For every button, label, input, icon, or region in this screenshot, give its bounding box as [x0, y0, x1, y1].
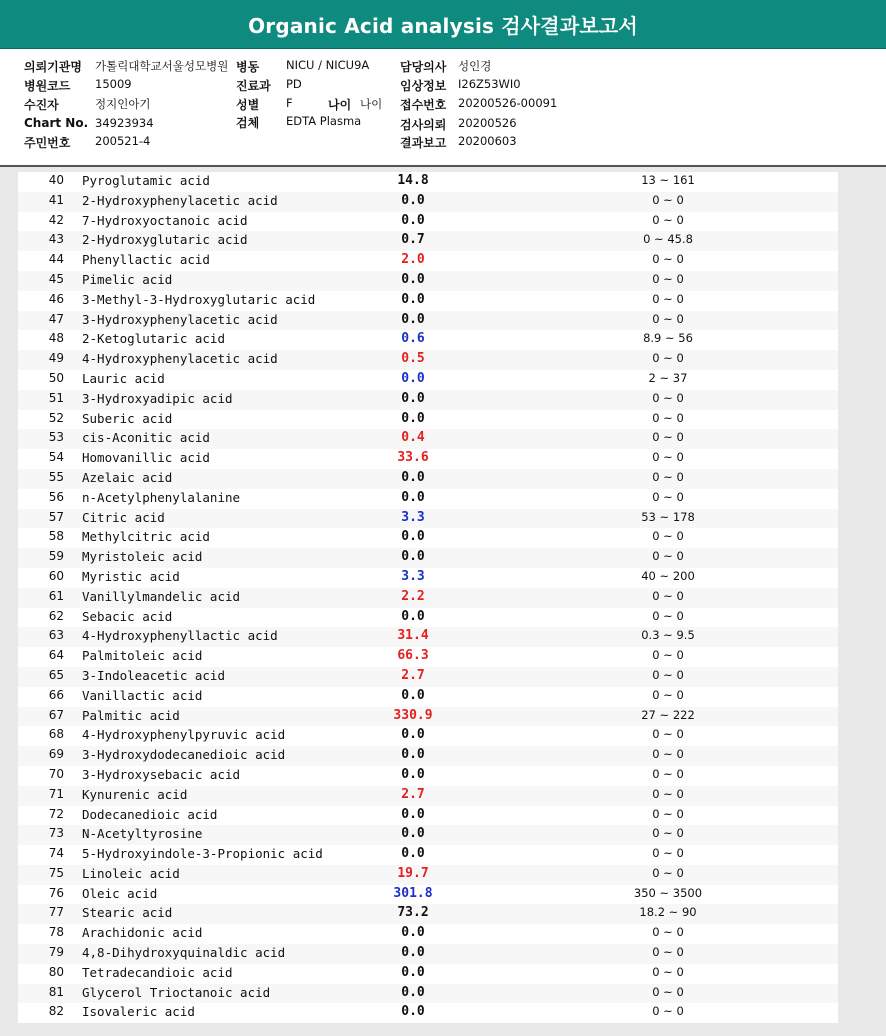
- result-value: 0.0: [401, 311, 425, 327]
- row-number: 77: [48, 905, 64, 920]
- specimen-value: EDTA Plasma: [286, 114, 362, 128]
- reference-range: 0 ~ 0: [652, 826, 684, 841]
- reference-range: 0 ~ 0: [652, 925, 684, 940]
- doctor-value: 성인경: [458, 59, 492, 73]
- chart-label: Chart No.: [24, 116, 89, 130]
- analyte-name: 4-Hydroxyphenylpyruvic acid: [82, 727, 286, 743]
- analyte-name: Linoleic acid: [82, 865, 180, 881]
- analyte-name: n-Acetylphenylalanine: [82, 489, 241, 505]
- reference-range: 0 ~ 0: [652, 984, 684, 999]
- analyte-name: 7-Hydroxyoctanoic acid: [82, 212, 248, 228]
- reference-range: 0 ~ 0: [652, 252, 684, 267]
- analyte-name: Glycerol Trioctanoic acid: [82, 984, 271, 1000]
- analyte-name: 3-Hydroxydodecanedioic acid: [82, 747, 286, 763]
- reference-range: 0 ~ 0: [652, 291, 684, 306]
- row-number: 76: [48, 885, 64, 900]
- row-number: 51: [48, 390, 64, 405]
- result-value: 0.0: [401, 984, 425, 1000]
- report-header: [0, 0, 886, 49]
- row-number: 56: [48, 489, 64, 504]
- result-value: 0.0: [401, 964, 425, 980]
- analyte-name: N-Acetyltyrosine: [82, 826, 203, 842]
- table-row: [18, 390, 838, 410]
- doctor-label: 담당의사: [400, 60, 447, 74]
- row-number: 62: [48, 608, 64, 623]
- hospital-code-value: 15009: [95, 77, 132, 91]
- row-number: 41: [48, 192, 64, 207]
- analyte-name: Pyroglutamic acid: [82, 173, 210, 188]
- analyte-name: cis-Aconitic acid: [82, 430, 210, 446]
- table-row: [18, 865, 838, 885]
- row-number: 42: [48, 212, 64, 227]
- row-number: 79: [48, 945, 64, 960]
- table-row: [18, 885, 838, 905]
- table-row: [18, 192, 838, 212]
- table-row: [18, 726, 838, 746]
- reference-range: 0 ~ 0: [652, 469, 684, 484]
- row-number: 66: [48, 687, 64, 702]
- analyte-name: Arachidonic acid: [82, 925, 203, 941]
- resident-label: 주민번호: [24, 136, 71, 150]
- table-row: [18, 172, 838, 192]
- table-row: [18, 469, 838, 489]
- specimen-label: 검체: [236, 116, 260, 130]
- result-value: 0.0: [401, 489, 425, 505]
- result-value: 31.4: [397, 628, 429, 644]
- result-value: 0.0: [401, 945, 425, 961]
- ward-value: NICU / NICU9A: [286, 58, 370, 72]
- table-row: [18, 647, 838, 667]
- row-number: 60: [48, 568, 64, 583]
- analyte-name: Methylcitric acid: [82, 529, 210, 545]
- reference-range: 0 ~ 0: [652, 608, 684, 623]
- analyte-name: Phenyllactic acid: [82, 252, 210, 268]
- table-row: [18, 350, 838, 370]
- result-value: 0.0: [401, 806, 425, 822]
- result-value: 19.7: [397, 865, 429, 881]
- row-number: 65: [48, 667, 64, 682]
- reference-range: 0 ~ 0: [652, 766, 684, 781]
- table-row: [18, 548, 838, 568]
- reference-range: 350 ~ 3500: [633, 885, 703, 900]
- analyte-name: 3-Hydroxysebacic acid: [82, 766, 241, 782]
- result-value: 2.7: [401, 667, 425, 683]
- table-row: [18, 1003, 838, 1023]
- row-number: 69: [48, 747, 64, 762]
- row-number: 63: [48, 628, 64, 643]
- sex-value: F: [286, 96, 293, 110]
- table-row: [18, 528, 838, 548]
- result-value: 0.0: [401, 192, 425, 208]
- analyte-name: 4-Hydroxyphenylacetic acid: [82, 351, 278, 367]
- analyte-name: Palmitoleic acid: [82, 648, 203, 664]
- reference-range: 0 ~ 0: [652, 410, 684, 425]
- reference-range: 0 ~ 0: [652, 351, 684, 366]
- row-number: 48: [48, 331, 64, 346]
- reference-range: 0 ~ 0: [652, 549, 684, 564]
- hospital-code-label: 병원코드: [24, 79, 71, 93]
- table-row: [18, 231, 838, 251]
- reference-range: 0.3 ~ 9.5: [641, 628, 695, 643]
- reference-range: 0 ~ 0: [652, 687, 684, 702]
- row-number: 81: [48, 984, 64, 999]
- analyte-name: Suberic acid: [82, 410, 173, 426]
- row-number: 50: [48, 370, 64, 385]
- result-value: 0.0: [401, 410, 425, 426]
- department-label: 진료과: [236, 79, 271, 93]
- row-number: 40: [48, 173, 64, 187]
- result-value: 330.9: [393, 707, 433, 723]
- result-value: 0.0: [401, 727, 425, 743]
- accession-value: 20200526-00091: [458, 96, 558, 110]
- analyte-name: Isovaleric acid: [82, 1004, 195, 1020]
- analyte-name: Homovanillic acid: [82, 450, 210, 466]
- result-value: 0.5: [401, 351, 425, 367]
- reference-range: 0 ~ 0: [652, 529, 684, 544]
- resident-value: 200521-4: [95, 134, 151, 148]
- result-value: 66.3: [397, 648, 429, 664]
- reference-range: 0 ~ 0: [652, 964, 684, 979]
- result-value: 3.3: [401, 509, 425, 525]
- recipient-value: 정지인아기: [95, 97, 151, 111]
- age-label: 나이: [328, 98, 352, 112]
- table-row: [18, 370, 838, 390]
- table-row: [18, 489, 838, 509]
- table-row: [18, 944, 838, 964]
- row-number: 53: [48, 430, 64, 445]
- result-value: 0.0: [401, 766, 425, 782]
- reference-range: 0 ~ 0: [652, 271, 684, 286]
- table-row: [18, 410, 838, 430]
- report-title: Organic Acid analysis 검사결과보고서: [248, 13, 638, 38]
- table-row: [18, 311, 838, 331]
- report-value: 20200603: [458, 134, 517, 148]
- reference-range: 0 ~ 0: [652, 865, 684, 880]
- reference-range: 0 ~ 0: [652, 806, 684, 821]
- reference-range: 0 ~ 0: [652, 311, 684, 326]
- result-value: 3.3: [401, 568, 425, 584]
- institution-label: 의뢰기관명: [24, 60, 82, 74]
- table-row: [18, 429, 838, 449]
- result-value: 0.0: [401, 846, 425, 862]
- analyte-name: Kynurenic acid: [82, 786, 188, 802]
- row-number: 55: [48, 469, 64, 484]
- row-number: 46: [48, 291, 64, 306]
- row-number: 82: [48, 1004, 64, 1019]
- reference-range: 18.2 ~ 90: [639, 905, 697, 920]
- result-value: 0.0: [401, 608, 425, 624]
- table-row: [18, 687, 838, 707]
- result-value: 0.0: [401, 549, 425, 565]
- reference-range: 0 ~ 0: [652, 588, 684, 603]
- result-value: 2.0: [401, 252, 425, 268]
- table-row: [18, 212, 838, 232]
- analyte-name: Vanillylmandelic acid: [82, 588, 241, 604]
- report-label: 결과보고: [400, 136, 447, 150]
- result-value: 0.0: [401, 390, 425, 406]
- table-row: [18, 786, 838, 806]
- table-row: [18, 845, 838, 865]
- reference-range: 0 ~ 0: [652, 430, 684, 445]
- result-value: 0.0: [401, 212, 425, 228]
- analyte-name: Azelaic acid: [82, 469, 173, 485]
- result-value: 0.0: [401, 291, 425, 307]
- ward-label: 병동: [236, 60, 260, 74]
- table-row: [18, 291, 838, 311]
- analyte-name: Dodecanedioic acid: [82, 806, 218, 822]
- analyte-name: Vanillactic acid: [82, 687, 203, 703]
- reference-range: 0 ~ 0: [652, 450, 684, 465]
- result-value: 0.4: [401, 430, 425, 446]
- row-number: 67: [48, 707, 64, 722]
- reference-range: 0 ~ 0: [652, 846, 684, 861]
- result-value: 14.8: [397, 173, 429, 188]
- reference-range: 8.9 ~ 56: [643, 331, 693, 346]
- reference-range: 0 ~ 0: [652, 747, 684, 762]
- result-value: 0.0: [401, 687, 425, 703]
- table-row: [18, 667, 838, 687]
- reference-range: 40 ~ 200: [641, 568, 695, 583]
- reference-range: 0 ~ 0: [652, 667, 684, 682]
- recipient-label: 수진자: [24, 98, 59, 112]
- row-number: 58: [48, 529, 64, 544]
- reference-range: 27 ~ 222: [641, 707, 695, 722]
- row-number: 57: [48, 509, 64, 524]
- table-row: [18, 707, 838, 727]
- row-number: 78: [48, 925, 64, 940]
- reference-range: 2 ~ 37: [648, 370, 688, 385]
- result-value: 0.0: [401, 1004, 425, 1020]
- result-value: 0.0: [401, 529, 425, 545]
- analyte-name: Myristic acid: [82, 568, 180, 584]
- reference-range: 0 ~ 0: [652, 727, 684, 742]
- result-value: 2.2: [401, 588, 425, 604]
- analyte-name: 3-Hydroxyadipic acid: [82, 390, 233, 406]
- reference-range: 0 ~ 0: [652, 648, 684, 663]
- request-label: 검사의뢰: [400, 118, 447, 132]
- row-number: 44: [48, 252, 64, 267]
- result-value: 0.7: [401, 232, 425, 248]
- table-row: [18, 449, 838, 469]
- reference-range: 0 ~ 0: [652, 212, 684, 227]
- result-value: 0.0: [401, 826, 425, 842]
- result-value: 0.6: [401, 331, 425, 347]
- table-row: [18, 271, 838, 291]
- reference-range: 0 ~ 0: [652, 489, 684, 504]
- row-number: 52: [48, 410, 64, 425]
- analyte-name: 2-Ketoglutaric acid: [82, 331, 225, 347]
- row-number: 43: [48, 232, 64, 247]
- institution-value: 가톨릭대학교서울성모병원: [95, 59, 229, 73]
- result-value: 2.7: [401, 786, 425, 802]
- table-row: [18, 924, 838, 944]
- reference-range: 0 ~ 0: [652, 390, 684, 405]
- analyte-name: 4-Hydroxyphenyllactic acid: [82, 628, 278, 644]
- table-row: [18, 627, 838, 647]
- analyte-name: Pimelic acid: [82, 271, 173, 287]
- chart-value: 34923934: [95, 116, 154, 130]
- reference-range: 0 ~ 0: [652, 945, 684, 960]
- row-number: 45: [48, 271, 64, 286]
- row-number: 59: [48, 549, 64, 564]
- analyte-name: Lauric acid: [82, 370, 165, 386]
- table-row: [18, 825, 838, 845]
- result-value: 33.6: [397, 450, 429, 466]
- row-number: 68: [48, 727, 64, 742]
- reference-range: 0 ~ 45.8: [643, 232, 693, 247]
- table-row: [18, 588, 838, 608]
- table-row: [18, 746, 838, 766]
- results-table: [18, 172, 838, 1023]
- analyte-name: 3-Methyl-3-Hydroxyglutaric acid: [82, 291, 316, 307]
- table-row: [18, 608, 838, 628]
- reference-range: 0 ~ 0: [652, 192, 684, 207]
- result-value: 0.0: [401, 747, 425, 763]
- result-value: 0.0: [401, 271, 425, 287]
- analyte-name: Tetradecandioic acid: [82, 964, 233, 980]
- clinical-label: 임상정보: [400, 79, 447, 93]
- row-number: 71: [48, 786, 64, 801]
- row-number: 70: [48, 766, 64, 781]
- age-value: 나이: [360, 97, 383, 111]
- analyte-name: Sebacic acid: [82, 608, 173, 624]
- sex-label: 성별: [236, 98, 260, 112]
- request-value: 20200526: [458, 116, 517, 130]
- analyte-name: 4,8-Dihydroxyquinaldic acid: [82, 945, 286, 961]
- analyte-name: Citric acid: [82, 509, 165, 525]
- analyte-name: Myristoleic acid: [82, 549, 203, 565]
- analyte-name: 2-Hydroxyglutaric acid: [82, 232, 248, 248]
- table-row: [18, 964, 838, 984]
- row-number: 64: [48, 648, 64, 663]
- table-row: [18, 509, 838, 529]
- department-value: PD: [286, 77, 302, 91]
- analyte-name: 3-Hydroxyphenylacetic acid: [82, 311, 278, 327]
- row-number: 49: [48, 351, 64, 366]
- result-value: 0.0: [401, 469, 425, 485]
- accession-label: 접수번호: [400, 98, 447, 112]
- row-number: 47: [48, 311, 64, 326]
- patient-info-panel: [0, 49, 886, 167]
- clinical-value: I26Z53WI0: [458, 77, 521, 91]
- reference-range: 53 ~ 178: [641, 509, 695, 524]
- table-row: [18, 568, 838, 588]
- table-row: [18, 251, 838, 271]
- reference-range: 13 ~ 161: [641, 173, 695, 187]
- analyte-name: 5-Hydroxyindole-3-Propionic acid: [82, 846, 323, 862]
- analyte-name: 2-Hydroxyphenylacetic acid: [82, 192, 278, 208]
- analyte-name: Stearic acid: [82, 905, 173, 921]
- result-value: 0.0: [401, 370, 425, 386]
- table-row: [18, 806, 838, 826]
- row-number: 61: [48, 588, 64, 603]
- table-row: [18, 330, 838, 350]
- row-number: 80: [48, 964, 64, 979]
- row-number: 72: [48, 806, 64, 821]
- table-row: [18, 766, 838, 786]
- reference-range: 0 ~ 0: [652, 1004, 684, 1019]
- result-value: 73.2: [397, 905, 429, 921]
- row-number: 54: [48, 450, 64, 465]
- reference-range: 0 ~ 0: [652, 786, 684, 801]
- row-number: 75: [48, 865, 64, 880]
- analyte-name: 3-Indoleacetic acid: [82, 667, 225, 683]
- analyte-name: Oleic acid: [82, 885, 158, 901]
- analyte-name: Palmitic acid: [82, 707, 180, 723]
- result-value: 301.8: [393, 885, 433, 901]
- row-number: 74: [48, 846, 64, 861]
- result-value: 0.0: [401, 925, 425, 941]
- table-row: [18, 904, 838, 924]
- row-number: 73: [48, 826, 64, 841]
- table-row: [18, 984, 838, 1004]
